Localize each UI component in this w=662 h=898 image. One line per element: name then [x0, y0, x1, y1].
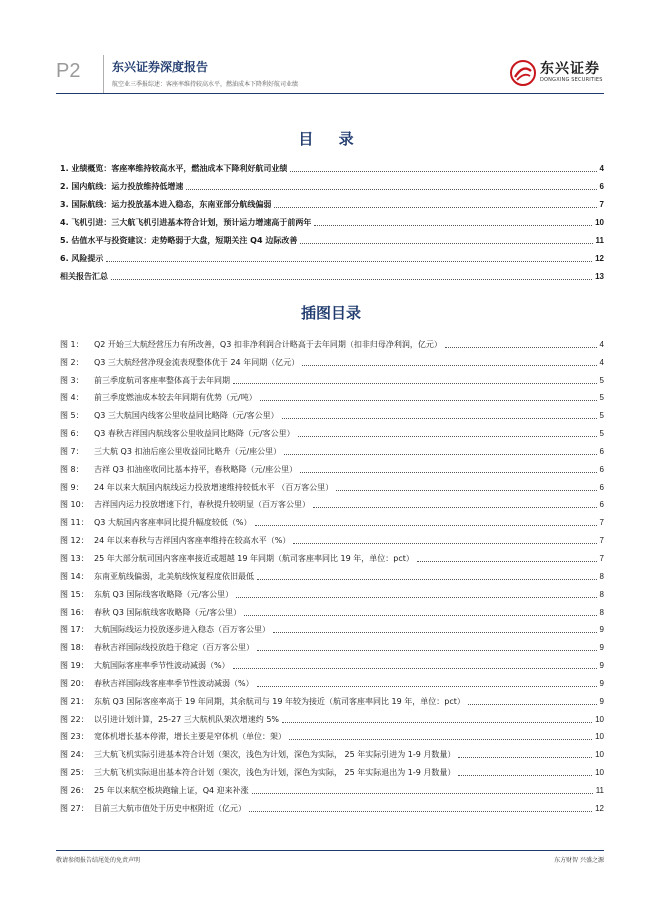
figure-entry-text [60, 732, 286, 742]
dot-leader [233, 668, 597, 669]
figure-entry-page: 8 [599, 607, 604, 617]
toc-entry-label: 3. 国际航线：运力投放基本进入稳态，东南亚部分航线偏弱 [60, 200, 272, 209]
header-rule [56, 93, 604, 94]
figure-entry[interactable] [60, 421, 604, 439]
figure-entry[interactable] [60, 796, 604, 814]
toc-entry-label: 1. 业绩概览：客座率维持较高水平，燃油成本下降利好航司业绩 [60, 164, 288, 173]
toc-entry[interactable] [60, 156, 604, 174]
footer-slogan: 东方财智 兴盛之源 [554, 857, 604, 864]
figure-entry-label: 大航国际线运力投放逐步进入稳态（百万客公里） [94, 625, 270, 635]
figure-entry-label: 春秋 Q3 国际航线客收略降（元/客公里） [94, 607, 242, 617]
figure-entry-text [60, 750, 455, 760]
figure-entry[interactable] [60, 564, 604, 582]
figure-entry-page: 12 [595, 803, 604, 813]
dot-leader [111, 279, 592, 280]
figure-entry-page: 8 [599, 589, 604, 599]
figure-entry-number: 图 8： [60, 464, 84, 474]
logo-emblem-icon [510, 60, 536, 86]
dot-leader [336, 490, 596, 491]
figure-entry-page: 6 [599, 446, 604, 456]
figure-entry-text [60, 465, 297, 475]
toc-entry-page: 10 [595, 218, 604, 227]
figure-entry-page: 5 [599, 393, 604, 403]
figure-entry-text [60, 483, 333, 493]
toc-entry-page: 13 [595, 272, 604, 281]
figure-entry-label: 24 年以来春秋与吉祥国内客座率维持在较高水平（%） [94, 536, 291, 546]
figure-entry-label: 春秋吉祥国际线投放趋于稳定（百万客公里） [94, 643, 254, 653]
figure-entry-page: 7 [599, 553, 604, 563]
figure-entry-label: 宽体机增长基本停滞，增长主要是窄体机（单位：架） [94, 732, 286, 742]
figure-entry-label: 24 年以来大航国内航线运力投放增速维持较低水平 （百万客公里） [94, 482, 334, 492]
figure-entry-number: 图 10： [60, 500, 89, 510]
figure-entry-label: 以引进计划计算，25-27 三大航机队架次增速约 5% [94, 714, 280, 724]
figure-entry[interactable] [60, 671, 604, 689]
figure-entry[interactable] [60, 618, 604, 636]
logo-english-name: DONGXING SECURITIES [540, 77, 603, 83]
figure-entry-number: 图 15： [60, 589, 89, 599]
dot-leader [300, 243, 592, 244]
figure-entry-text [60, 393, 257, 403]
figure-entry-number: 图 22： [60, 714, 89, 724]
toc-list [60, 156, 604, 282]
figure-entry-number: 图 21： [60, 696, 89, 706]
figure-entry-number: 图 12： [60, 536, 89, 546]
dot-leader [300, 472, 596, 473]
figure-entry[interactable] [60, 760, 604, 778]
logo [510, 58, 606, 90]
toc-entry-label: 6. 风险提示 [60, 254, 104, 263]
figure-entry-text [60, 608, 241, 618]
dot-leader [314, 225, 592, 226]
figure-entry-label: 三大航 Q3 扣油后座公里收益同比略升（元/座公里） [94, 446, 282, 456]
footer-rule [56, 850, 604, 851]
figure-entry[interactable] [60, 510, 604, 528]
figure-entry[interactable] [60, 386, 604, 404]
dot-leader [257, 686, 597, 687]
figure-entry-page: 9 [599, 678, 604, 688]
figure-entry-label: 25 年大部分航司国内客座率接近或超越 19 年同期（航司客座率同比 19 年，单位：pct） [94, 553, 414, 563]
figure-entry-text [60, 340, 442, 350]
figure-entry-text [60, 625, 270, 635]
toc-entry-page: 6 [599, 182, 604, 191]
page-number: P2 [56, 60, 81, 82]
figure-entry-text [60, 661, 230, 671]
toc-entry[interactable] [60, 228, 604, 246]
figure-entry-label: Q2 开始三大航经营压力有所改善，Q3 扣非净利润合计略高于去年同期（扣非归母净利润，亿元） [94, 339, 442, 349]
figure-entry-number: 图 11： [60, 518, 89, 528]
figure-entry-number: 图 24： [60, 750, 89, 760]
figure-entry-page: 6 [599, 482, 604, 492]
toc-entry-page: 4 [599, 164, 604, 173]
figure-entry-page: 7 [599, 536, 604, 546]
figure-entry-page: 10 [595, 768, 604, 778]
figure-entry[interactable] [60, 439, 604, 457]
figure-entry-label: 三大航飞机实际引进基本符合计划（架次，浅色为计划，深色为实际， 25 年实际引进为 1-9 月数量） [94, 750, 456, 760]
figure-entry-number: 图 14： [60, 571, 89, 581]
figure-entry-label: 目前三大航市值处于历史中枢附近（亿元） [94, 803, 246, 813]
figure-entry[interactable] [60, 403, 604, 421]
logo-chinese-name: 东兴证券 [540, 61, 600, 77]
figure-entry[interactable] [60, 778, 604, 796]
figure-entry-number: 图 13： [60, 553, 89, 563]
figure-entry-text [60, 715, 279, 725]
figure-entry[interactable] [60, 653, 604, 671]
dot-leader [236, 597, 596, 598]
toc-entry-page: 12 [595, 254, 604, 263]
figure-entry-text [60, 554, 414, 564]
figure-entry-number: 图 16： [60, 607, 89, 617]
figure-entry-number: 图 4： [60, 393, 84, 403]
figure-entry-page: 5 [599, 375, 604, 385]
toc-entry-label: 5. 估值水平与投资建议：走势略弱于大盘，短期关注 Q4 边际改善 [60, 236, 298, 245]
dot-leader [313, 507, 597, 508]
figure-entry-number: 图 7： [60, 446, 84, 456]
figure-entry-text [60, 358, 299, 368]
dot-leader [282, 722, 592, 723]
figure-entry-text [60, 768, 455, 778]
figure-entry-page: 9 [599, 643, 604, 653]
figure-entry-label: Q3 大航国内客座率同比提升幅度较低（%） [94, 518, 252, 528]
figure-entry-number: 图 2： [60, 357, 84, 367]
figure-entry[interactable] [60, 635, 604, 653]
figure-entry-number: 图 20： [60, 678, 89, 688]
figure-entry-text [60, 679, 254, 689]
report-subtitle: 航空业三季报综述：客座率维持较高水平，燃油成本下降利好航司业绩 [112, 81, 299, 88]
dot-leader [289, 739, 592, 740]
footer-disclaimer: 敬请参阅报告结尾处的免责声明 [56, 857, 141, 864]
figure-entry[interactable] [60, 475, 604, 493]
toc-entry-page: 7 [599, 200, 604, 209]
dot-leader [106, 261, 592, 262]
figure-entry-page: 5 [599, 429, 604, 439]
dot-leader [282, 418, 597, 419]
dot-leader [244, 615, 596, 616]
report-type-title: 东兴证券深度报告 [112, 60, 209, 74]
figure-entry-label: 大航国际客座率季节性波动减弱（%） [94, 661, 230, 671]
figure-entry-text [60, 804, 246, 814]
figure-entry-label: 前三季度航司客座率整体高于去年同期 [94, 375, 230, 385]
figure-entry-text [60, 447, 281, 457]
figure-entry-page: 6 [599, 500, 604, 510]
toc-title: 目 录 [298, 130, 364, 148]
figure-entry-page: 9 [599, 625, 604, 635]
figure-entry-page: 11 [595, 785, 604, 795]
figure-entry-number: 图 5： [60, 411, 84, 421]
figure-entry-text [60, 643, 254, 653]
figure-entry-number: 图 3： [60, 375, 84, 385]
figure-index-list [60, 332, 604, 814]
dot-leader [186, 189, 596, 190]
figure-entry-page: 8 [599, 571, 604, 581]
figure-entry[interactable] [60, 493, 604, 511]
dot-leader [302, 365, 596, 366]
toc-entry[interactable] [60, 192, 604, 210]
figure-entry-label: Q3 春秋吉祥国内航线客公里收益同比略降（元/客公里） [94, 429, 295, 439]
figure-entry[interactable] [60, 457, 604, 475]
figure-entry-number: 图 27： [60, 803, 89, 813]
figure-entry[interactable] [60, 742, 604, 760]
figure-entry-page: 4 [599, 357, 604, 367]
dot-leader [290, 171, 596, 172]
dot-leader [468, 704, 597, 705]
figure-entry-number: 图 19： [60, 661, 89, 671]
figure-entry-text [60, 536, 290, 546]
figure-entry-text [60, 518, 252, 528]
figure-entry-page: 7 [599, 518, 604, 528]
figure-entry-label: 吉祥 Q3 扣油座收同比基本持平，春秋略降（元/座公里） [94, 464, 298, 474]
figure-entry-number: 图 1： [60, 339, 84, 349]
figure-entry[interactable] [60, 350, 604, 368]
figure-entry[interactable] [60, 546, 604, 564]
figure-entry[interactable] [60, 582, 604, 600]
figure-entry-label: 25 年以来航空板块跑输上证，Q4 迎来补涨 [94, 785, 249, 795]
figure-entry-number: 图 9： [60, 482, 84, 492]
figure-entry-text [60, 697, 465, 707]
figure-entry[interactable] [60, 368, 604, 386]
dot-leader [233, 383, 597, 384]
figure-entry-number: 图 18： [60, 643, 89, 653]
dot-leader [417, 561, 597, 562]
toc-entry-label: 相关报告汇总 [60, 272, 108, 281]
toc-entry-label: 2. 国内航线：运力投放维持低增速 [60, 182, 184, 191]
figure-entry-number: 图 25： [60, 768, 89, 778]
dot-leader [293, 543, 596, 544]
dot-leader [274, 207, 596, 208]
dot-leader [257, 579, 597, 580]
header-divider [103, 55, 104, 93]
toc-entry-page: 11 [595, 236, 604, 245]
figure-entry-text [60, 786, 249, 796]
figure-entry-text [60, 590, 233, 600]
figure-entry-label: Q3 三大航国内线客公里收益同比略降（元/客公里） [94, 411, 279, 421]
figure-entry-label: 东航 Q3 国际线客收略降（元/客公里） [94, 589, 234, 599]
figure-entry[interactable] [60, 725, 604, 743]
figure-entry-label: 吉祥国内运力投放增速下行，春秋提升较明显（百万客公里） [94, 500, 310, 510]
figure-entry-page: 6 [599, 464, 604, 474]
dot-leader [260, 400, 597, 401]
figure-entry-text [60, 572, 254, 582]
figure-entry-page: 10 [595, 750, 604, 760]
figure-entry-text [60, 500, 310, 510]
figure-entry-number: 图 6： [60, 429, 84, 439]
dot-leader [249, 811, 592, 812]
figure-entry[interactable] [60, 600, 604, 618]
figure-entry-page: 4 [599, 339, 604, 349]
figure-entry-text [60, 376, 230, 386]
toc-entry[interactable] [60, 210, 604, 228]
dot-leader [298, 436, 597, 437]
figure-entry-label: Q3 三大航经营净现金流表现整体优于 24 年同期（亿元） [94, 357, 300, 367]
figure-entry-label: 东南亚航线偏弱，北美航线恢复程度依旧最低 [94, 571, 254, 581]
figure-entry-label: 三大航飞机实际退出基本符合计划（架次，浅色为计划，深色为实际， 25 年实际退出为 1-9 月数量） [94, 768, 456, 778]
figure-entry-page: 10 [595, 732, 604, 742]
dot-leader [255, 525, 597, 526]
toc-entry-label: 4. 飞机引进：三大航飞机引进基本符合计划，预计运力增速高于前两年 [60, 218, 312, 227]
dot-leader [284, 454, 596, 455]
figure-entry[interactable] [60, 707, 604, 725]
dot-leader [252, 793, 593, 794]
figure-entry-number: 图 26： [60, 785, 89, 795]
figure-entry-label: 东航 Q3 国际客座率高于 19 年同期，其余航司与 19 年较为接近（航司客座率同比 19 年，单位：pct） [94, 696, 465, 706]
dot-leader [257, 650, 597, 651]
toc-entry[interactable] [60, 264, 604, 282]
toc-entry[interactable] [60, 246, 604, 264]
figure-entry[interactable] [60, 332, 604, 350]
figure-entry[interactable] [60, 528, 604, 546]
figure-entry-page: 10 [595, 714, 604, 724]
figure-entry-page: 9 [599, 661, 604, 671]
figure-entry[interactable] [60, 689, 604, 707]
figure-entry-label: 前三季度燃油成本较去年同期有优势（元/吨） [94, 393, 257, 403]
figure-entry-page: 5 [599, 411, 604, 421]
toc-entry[interactable] [60, 174, 604, 192]
figure-entry-text [60, 429, 295, 439]
figure-entry-text [60, 411, 279, 421]
figure-entry-number: 图 23： [60, 732, 89, 742]
figure-entry-number: 图 17： [60, 625, 89, 635]
figure-entry-label: 春秋吉祥国际线客座率季节性波动减弱（%） [94, 678, 254, 688]
figure-entry-page: 9 [599, 696, 604, 706]
figure-index-title: 插图目录 [300, 304, 361, 322]
dot-leader [273, 632, 597, 633]
dot-leader [445, 347, 597, 348]
dot-leader [458, 775, 592, 776]
dot-leader [458, 757, 592, 758]
